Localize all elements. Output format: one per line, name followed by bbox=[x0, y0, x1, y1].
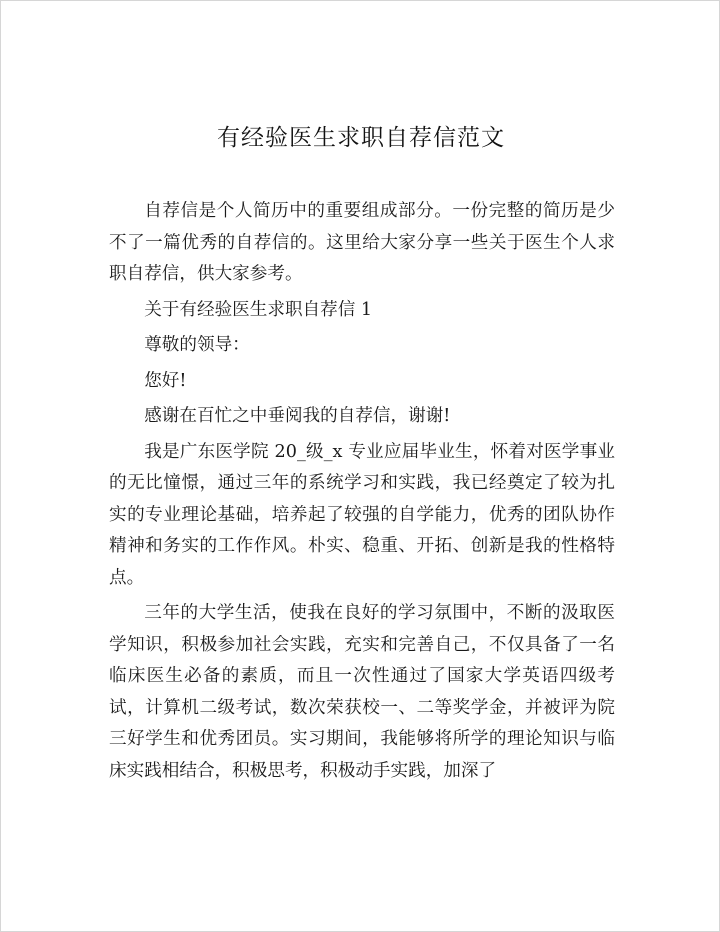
paragraph-self-introduction: 我是广东医学院 20_级_x 专业应届毕业生，怀着对医学事业的无比憧憬，通过三年的系统学习和实践，我已经奠定了较为扎实的专业理论基础，培养起了较强的自学能力，优秀的团队协作精神和务实的工作作风。朴实、稳重、开拓、创新是我的性格特点。 bbox=[109, 441, 615, 588]
paragraph-university-life: 三年的大学生活，使我在良好的学习氛围中，不断的汲取医学知识，积极参加社会实践，充实和完善自己，不仅具备了一名临床医生必备的素质，而且一次性通过了国家大学英语四级考试，计算机二级考试，数次荣获校一、二等奖学金，并被评为院三好学生和优秀团员。实习期间，我能够将所学的理论知识与临床实践相结合，积极思考，积极动手实践，加深了 bbox=[109, 603, 615, 781]
paragraph-letter-heading: 关于有经验医生求职自荐信 1 bbox=[144, 299, 373, 320]
paragraph-greeting: 您好! bbox=[144, 370, 187, 391]
document-body bbox=[109, 196, 615, 791]
paragraph-thanks: 感谢在百忙之中垂阅我的自荐信，谢谢! bbox=[144, 406, 451, 426]
paragraph-salutation: 尊敬的领导： bbox=[144, 335, 250, 355]
document-title: 有经验医生求职自荐信范文 bbox=[217, 125, 505, 151]
paragraph-intro: 自荐信是个人简历中的重要组成部分。一份完整的简历是少不了一篇优秀的自荐信的。这里给大家分享一些关于医生个人求职自荐信，供大家参考。 bbox=[109, 201, 615, 284]
